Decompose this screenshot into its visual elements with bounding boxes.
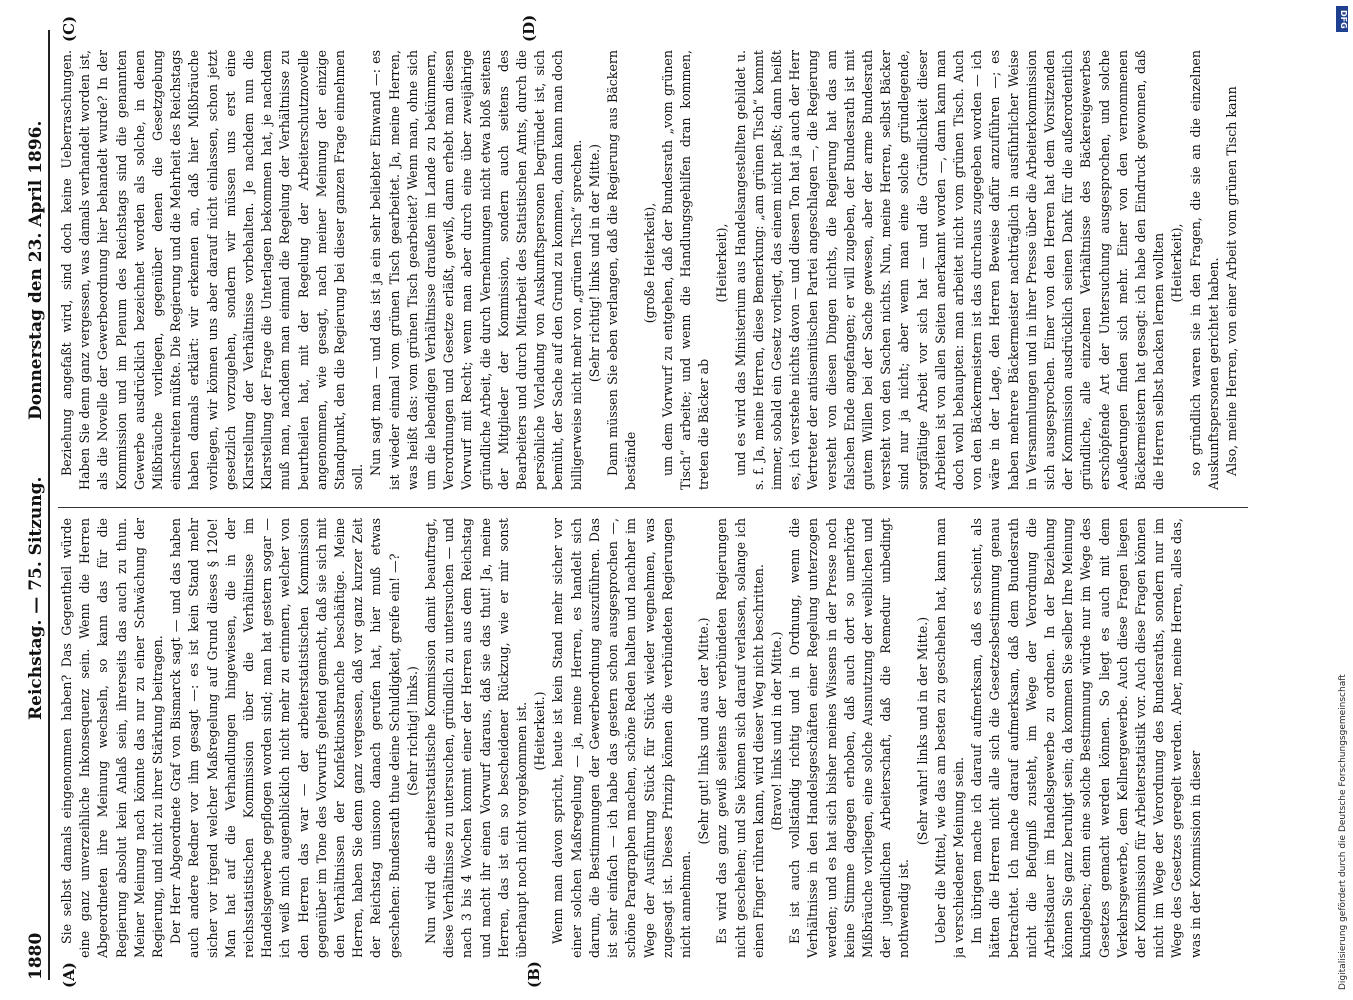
column-divider [58,507,1248,508]
paragraph: so gründlich waren sie in den Fragen, die sie an die einzelnen Auskunftspersonen gerichtet haben. [1187,50,1221,490]
page-header [18,30,58,980]
session-date: Donnerstag den 23. April 1896. [26,120,46,420]
left-text-column [58,518,1258,958]
margin-marker-b: (B) [525,961,543,988]
interjection: (Sehr richtig! links und in der Mitte.) [586,143,602,383]
paragraph: Ueber die Mittel, wie das am besten zu geschehen hat, kann man ja verschiedener Meinung sein. [932,518,966,958]
paragraph: Sie selbst damals eingenommen haben? Das Gegentheil würde eine ganz unverzeihliche Inkonsequenz sein. Wenn die Herren Abgeordneten ihre Meinung wechseln, so kann das für die Regierung absolut kein Anlaß sein, ihrerseits das auch zu thun. Meiner Meinung nach könnte das nur zu einer Schwächung der Regierung, und nicht zu ihrer Stärkung beitragen. [59,518,166,958]
paragraph: und es wird das Ministerium aus Handelsangestellten gebildet u. s. f. Ja, meine Herren, diese Bemerkung: „am grünen Tisch“ kommt immer, sobald ein Gesetz vorliegt, das einem nicht paßt; dann heißt es, ich verstehe nichts davon — und diesen Ton hat ja auch der Herr Vertreter der antisemitischen Partei angeschlagen —, die Regierung versteht von diesen Dingen nichts, die Regierung hat das am falschen Ende angefangen; er will zugeben, der Bundesrath ist mit gutem Willen bei der Sache gewesen, aber der arme Bundesrath versteht von den Sachen nichts. Nun, meine Herren, selbst Bäcker sind nur ja nicht; aber wenn man eine solche gründlegende, sorgfältige Arbeit vor sich hat — und die Gründlichkeit dieser Arbeiten ist von allen Seiten anerkannt worden —, dann kann man doch wohl behaupten: man arbeitet nicht vom grünen Tisch. Auch von den Bäckermeistern ist das durchaus zugegeben worden — ich wäre in der Lage, den Herren Beweise dafür anzuführen —; es haben mehrere Bäckermeister nachträglich in ausführlicher Weise in Versammlungen und in ihrer Presse über die Arbeiterkommission sich ausgesprochen. Einer von den Herren hat dem Vorsitzenden der Kommission ausdrücklich seinen Dank für die außerordentlich gründliche, alle einzelnen Verhältnisse des Bäckereigewerbes erschöpfende Art der Untersuchung ausgesprochen, und solche Aeußerungen finden sich mehr. Einer von den vernommenen Bäckermeistern hat gesagt: ich habe den Eindruck gewonnen, daß die Herren selbst backen lernen wollten [732,50,1167,490]
session-title: Reichstag. — 75. Sitzung. [26,476,46,720]
paragraph: Also, meine Herren, von einer Arbeit vom grünen Tisch kann [1224,86,1239,476]
paragraph: Im übrigen mache ich darauf aufmerksam, daß es scheint, als hätten die Herren nicht alle sich die Gesetzesbestimmung genau betrachtet. Ich mache darauf aufmerksam, daß dem Bundesrath nicht die Befugniß zusteht, im Wege der Verordnung die Arbeitsdauer im Handelsgewerbe zu ordnen. In der Beziehung können Sie ganz beruhigt sein; da kommen Sie selber Ihre Meinung kundgeben; denn eine solche Bestimmung würde nur im Wege des Gesetzes gemacht werden können. So liegt es auch mit dem Verkehrsgewerbe, dem Kellnergewerbe. Auch diese Fragen liegen der Kommission für Arbeiterstatistik vor. Auch diese Fragen können nicht im Wege der Verordnung des Bundesraths, sondern nur im Wege des Gesetzes geregelt werden. Aber, meine Herren, alles das, was in der Kommission in dieser [969,518,1203,958]
interjection: (Sehr wahr! links und in der Mitte.) [914,616,930,846]
interjection: (Bravo! links und in der Mitte.) [768,631,784,831]
paragraph: um dem Vorwurf zu entgehen, daß der Bundesrath „vom grünen Tisch“ arbeite; und wenn die Handlungsgehilfen dran kommen, treten die Bäcker ab [659,50,712,490]
dfg-logo: DFG [1336,6,1348,32]
paragraph: Nun sagt man — und das ist ja ein sehr beliebter Einwand —: es ist wieder einmal vom grünen Tisch gearbeitet. Ja, meine Herren, was heißt das: vom grünen Tisch gearbeitet? Wenn man, ohne sich um die lebendigen Verhältnisse draußen im Lande zu bekümmern, Verordnungen und Gesetze erläßt, gewiß, dann erhebt man diesen Vorwurf mit Recht; wenn man aber durch eine über zweijährige gründliche Arbeit, die durch Vernehmungen nicht etwa bloß seitens der Mitglieder der Kommission, sondern auch seitens des Bearbeiters und durch Mitarbeit des Statistischen Amts, durch die persönliche Vorladung von Auskunftspersonen begründet ist, sich bemüht, der Sache auf den Grund zu kommen, dann kann man doch billigerweise nicht mehr von „grünen Tisch“ sprechen. [368,50,584,490]
interjection: (große Heiterkeit), [641,202,657,324]
margin-marker-c: (C) [60,15,78,42]
header-rule [48,30,50,980]
margin-marker-a: (A) [60,962,78,988]
paragraph: Es ist auch vollständig richtig und in Ordnung, wenn die Verhältnisse in den Handelsgeschäften einer Regelung unterzogen werden; und es hat sich bisher meines Wissens in der Presse noch keine Stimme dagegen erhoben, daß auch dort so unerhörte Mißbräuche vorliegen, eine solche Ausnutzung der weiblichen und der jugendlichen Arbeiterschaft, daß die Remedur unbedingt nothwendig ist. [787,518,912,958]
interjection: (Sehr richtig! links.) [404,666,420,796]
paragraph: Der Herr Abgeordnete Graf von Bismarck sagt — und das haben auch andere Redner vor ihm gesagt —: es ist kein Stand mehr sicher vor irgend welcher Maßregelung auf Grund dieses § 120e! Man hat auf die Verhandlungen hingewiesen, die in der reichsstatistischen Kommission über die Verhältnisse im Handelsgewerbe gepflogen worden sind; man hat gestern sogar — ich weiß mich augenblicklich nicht mehr zu erinnern, welcher von den Herren das war — der arbeiterstatistischen Kommission gegenüber im Tone des Vorwurfs geltend gemacht, daß sie sich mit den Verhältnissen der Konfektionsbranche beschäftige. Meine Herren, haben Sie denn ganz vergessen, daß vor ganz kurzer Zeit der Reichstag unisono danach gerufen hat, hier muß etwas geschehen: Bundesrath thue deine Schuldigkeit, greife ein! —? [168,518,402,958]
margin-marker-d: (D) [520,14,538,42]
interjection: (Sehr gut! links und aus der Mitte.) [696,617,712,845]
paragraph: Wenn man davon spricht, heute ist kein Stand mehr sicher vor einer solchen Maßregelung — ja, meine Herren, es handelt sich darum, die Bestimmungen der Gewerbeordnung auszuführen. Das ist sehr einfach — ich habe das gestern schon ausgesprochen —, schöne Paragraphen machen, schöne Reden halten und nachher im Wege der Ausführung Stück für Stück wieder wegnehmen, was zugesagt ist. Dieses Prinzip können die verbündeten Regierungen nicht annehmen. [550,518,693,958]
paragraph: Es wird das ganz gewiß seitens der verbündeten Regierungen nicht geschehen; und Sie können sich darauf verlassen, solange ich einen Finger rühren kann, wird dieser Weg nicht beschritten. [714,518,766,958]
digitization-credit: Digitalisierung gefördert durch die Deutsche Forschungsgemeinschaft [1338,674,1348,990]
paragraph: Beziehung angefaßt wird, sind doch keine Ueberraschungen. Haben Sie denn ganz vergessen, was damals verhandelt worden ist, als die Novelle der Gewerbeordnung hier behandelt wurde? In der Kommission und im Plenum des Reichstags sind die genannten Gewerbe ausdrücklich bezeichnet worden als solche, in denen Mißbräuche vorliegen, gegenüber denen die Gesetzgebung einschreiten müßte. Die Regierung und die Mehrheit des Reichstags haben damals erklärt: wir erkennen an, daß hier Mißbräuche vorliegen, wir können uns aber darauf nicht einlassen, schon jetzt gesetzlich vorzugehen, sondern wir müssen uns erst eine Klarstellung der Verhältnisse vorbehalten. Je nachdem nun die Klarstellung der Frage die Unterlagen bekommen hat, je nachdem muß man, nachdem man einmal die Regelung der Verhältnisse zu beurtheilen hat, mit der Regelung der Arbeiterschutznovelle angenommen, wie gesagt, nach meiner Meinung der einzige Standpunkt, den die Regierung bei dieser ganzen Frage einnehmen soll. [59,50,366,490]
page-number: 1880 [26,932,46,980]
paragraph: Dann müssen Sie eben verlangen, daß die Regierung aus Bäckern bestände [605,50,639,490]
paragraph: Nun wird die arbeiterstatistische Kommission damit beauftragt, diese Verhältnisse zu untersuchen, gründlich zu untersuchen — und nach 3 bis 4 Wochen kommt einer der Herren aus dem Reichstag und macht ihr einen Vorwurf daraus, daß sie das thut! Ja, meine Herren, das ist ein so bescheidener Rückzug, wie er mir sonst überhaupt noch nicht vorgekommen ist. [423,518,530,958]
interjection: (Heiterkeit), [714,223,730,303]
interjection: (Heiterkeit.) [532,691,548,771]
right-text-column [58,50,1258,490]
interjection: (Heiterkeit), [1169,223,1185,303]
